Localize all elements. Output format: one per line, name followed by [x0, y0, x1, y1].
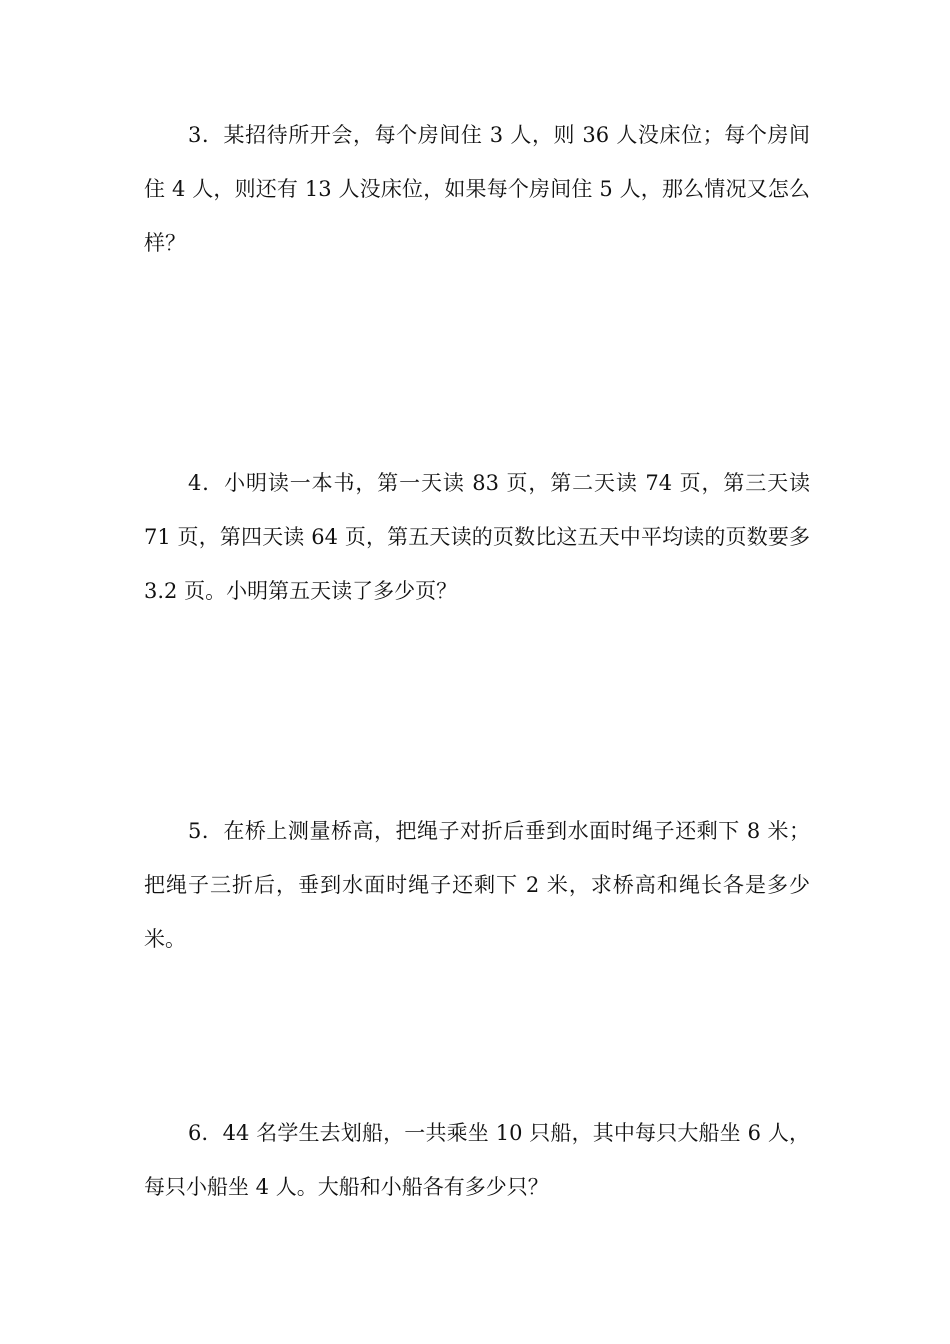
problem-6: 6．44 名学生去划船，一共乘坐 10 只船，其中每只大船坐 6 人，每只小船坐 4 人。大船和小船各有多少只？: [144, 1121, 810, 1199]
problem-3: 3．某招待所开会，每个房间住 3 人，则 36 人没床位；每个房间住 4 人，则还有 13 人没床位，如果每个房间住 5 人，那么情况又怎么样？: [144, 123, 810, 255]
problem-4: 4．小明读一本书，第一天读 83 页，第二天读 74 页，第三天读 71 页，第四天读 64 页，第五天读的页数比这五天中平均读的页数要多 3.2 页。小明第五天读了多少页？: [144, 471, 810, 603]
problem-5: 5．在桥上测量桥高，把绳子对折后垂到水面时绳子还剩下 8 米；把绳子三折后，垂到水面时绳子还剩下 2 米，求桥高和绳长各是多少米。: [144, 819, 810, 951]
